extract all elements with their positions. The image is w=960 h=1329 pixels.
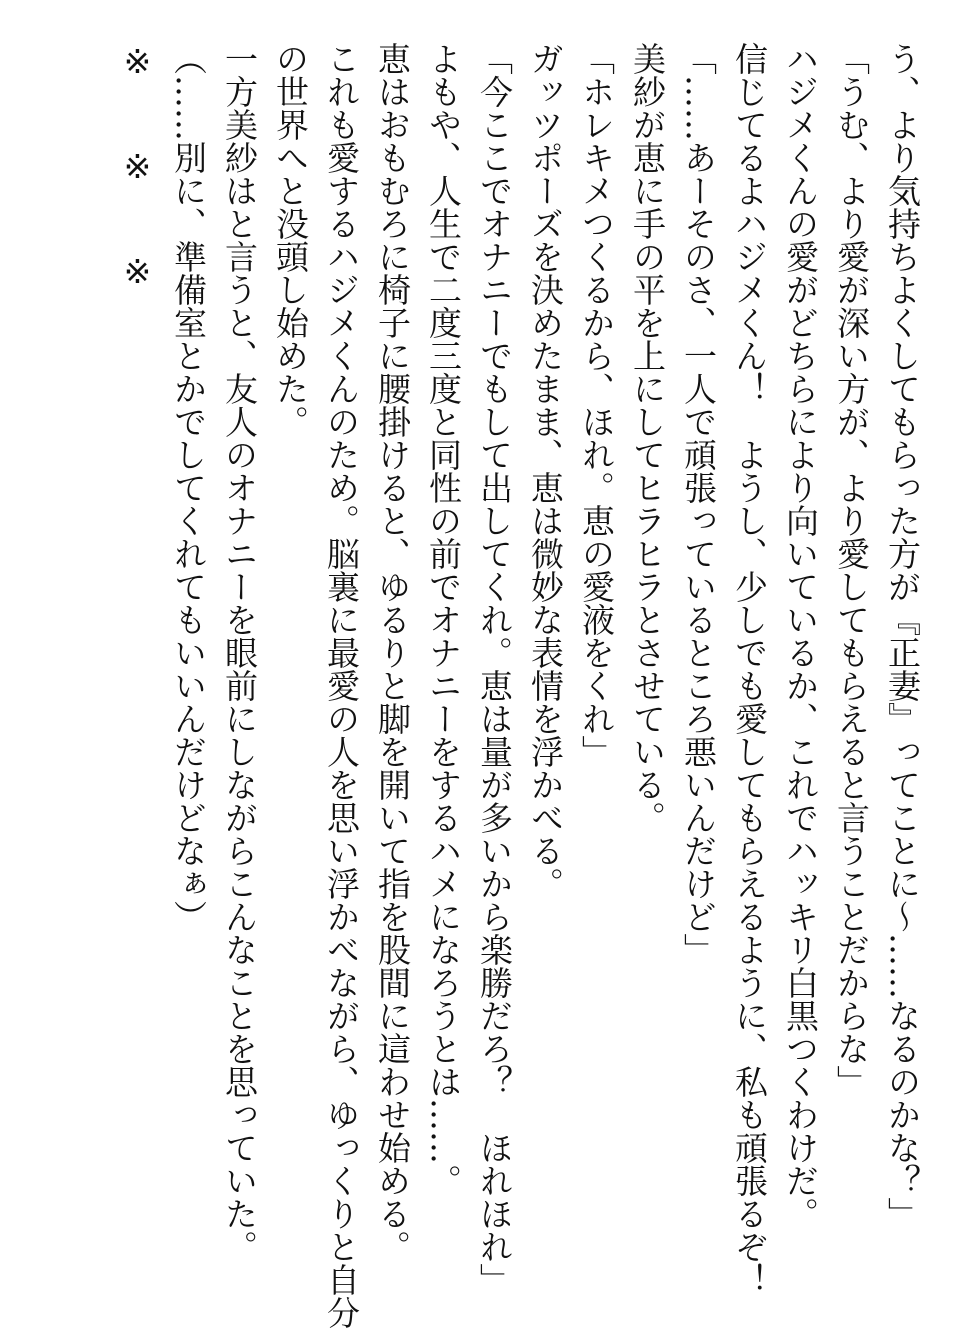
text-line: 信じてるよハジメくん！ ようし、少しでも愛してもらえるように、私も頑張るぞ！ [730, 42, 769, 1296]
text-line: よもや、人生で二度三度と同性の前でオナニーをするハメになろうとは……。 [424, 42, 463, 1197]
text-line: 「うむ、より愛が深い方が、より愛してもらえると言うことだからな」 [832, 42, 871, 1098]
text-line: 「……あーそのさ、一人で頑張っているところ悪いんだけど」 [679, 42, 718, 966]
text-line: 「今ここでオナニーでもして出してくれ。恵は量が多いから楽勝だろ？ ほれほれ」 [475, 42, 514, 1296]
text-line: の世界へと没頭し始めた。 [271, 42, 310, 438]
scene-break-marks: ※ ※ ※ [118, 42, 157, 291]
text-line: （……別に、準備室とかでしてくれてもいいんだけどなぁ） [169, 42, 208, 933]
text-line: ハジメくんの愛がどちらにより向いているか、これでハッキリ白黒つくわけだ。 [781, 42, 820, 1230]
text-line: ガッツポーズを決めたまま、恵は微妙な表情を浮かべる。 [526, 42, 565, 900]
text-line: 一方美紗はと言うと、友人のオナニーを眼前にしながらこんなことを思っていた。 [220, 42, 259, 1263]
vertical-text-body [0, 42, 928, 1329]
text-line: う、より気持ちよくしてもらった方が『正妻』ってことに〜……なるのかな？」 [883, 42, 922, 1230]
text-line: 美紗が恵に手の平を上にしてヒラヒラとさせている。 [628, 42, 667, 834]
text-line: 恵はおもむろに椅子に腰掛けると、ゆるりと脚を開いて指を股間に這わせ始める。 [373, 42, 412, 1263]
text-line: 「ホレキメつくるから、ほれ。恵の愛液をくれ」 [577, 42, 616, 768]
text-line: これも愛するハジメくんのため。脳裏に最愛の人を思い浮かべながら、ゆっくりと自分 [322, 42, 361, 1329]
